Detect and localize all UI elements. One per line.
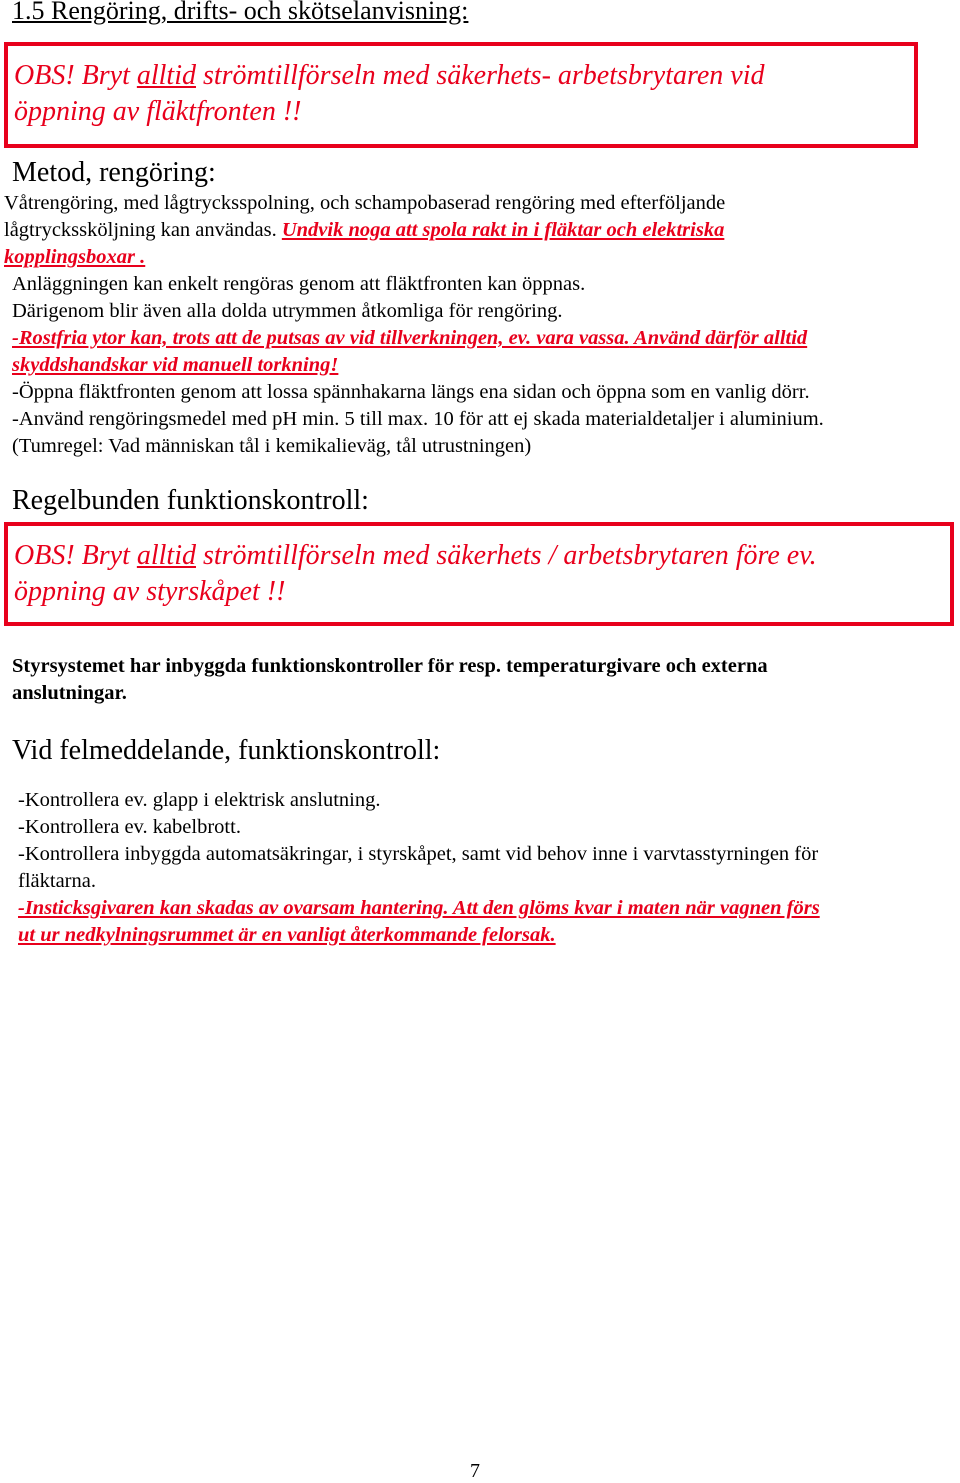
warning-text: strömtillförseln med säkerhets- arbetsbrytaren vid — [195, 60, 765, 91]
section-title-cleaning: Metod, rengöring: — [12, 157, 216, 188]
cleaning-warning-line — [12, 325, 807, 352]
control-text-line: Styrsystemet har inbyggda funktionskontroller för resp. temperaturgivare och externa — [12, 655, 768, 677]
cleaning-text-line: Därigenom blir även alla dolda utrymmen åtkomliga för rengöring. — [12, 300, 563, 322]
warning-line-2: öppning av fläktfronten !! — [14, 96, 302, 127]
warning-emphasis: alltid — [136, 60, 196, 91]
warning-line-1 — [14, 538, 817, 574]
section-title-fault: Vid felmeddelande, funktionskontroll: — [12, 735, 441, 766]
warning-box-fan-front — [4, 42, 918, 148]
cleaning-text-line — [4, 217, 724, 244]
cleaning-text-line: Anläggningen kan enkelt rengöras genom att fläktfronten kan öppnas. — [12, 273, 586, 295]
warning-text: OBS! Bryt — [14, 540, 137, 571]
cleaning-text-line: -Använd rengöringsmedel med pH min. 5 till max. 10 för att ej skada materialdetaljer i aluminium. — [12, 408, 824, 430]
cleaning-warning-text: -Rostfria ytor kan, trots att de putsas av vid tillverkningen, ev. vara vassa. — [12, 327, 630, 349]
fault-text-line: -Kontrollera inbyggda automatsäkringar, i styrskåpet, samt vid behov inne i varvtasstyrningen för — [18, 843, 819, 865]
page-number: 7 — [470, 1460, 480, 1482]
warning-emphasis: alltid — [136, 540, 196, 571]
section-title-control: Regelbunden funktionskontroll: — [12, 485, 369, 516]
warning-text: OBS! Bryt — [14, 60, 137, 91]
cleaning-warning-text: kopplingsboxar . — [4, 246, 146, 268]
cleaning-warning-text: Använd därför alltid — [629, 327, 808, 349]
page-heading: 1.5 Rengöring, drifts- och skötselanvisning: — [12, 0, 469, 25]
fault-warning-text: ut ur nedkylningsrummet är en vanligt återkommande felorsak. — [18, 924, 556, 946]
fault-warning-text: -Insticksgivaren kan skadas av ovarsam hantering. Att den glöms kvar i maten när vagnen förs — [18, 897, 820, 919]
fault-text-line: fläktarna. — [18, 870, 96, 892]
cleaning-text-line: (Tumregel: Vad människan tål i kemikalieväg, tål utrustningen) — [12, 435, 532, 457]
fault-text-line: -Kontrollera ev. kabelbrott. — [18, 816, 241, 838]
warning-text: strömtillförseln med säkerhets / arbetsbrytaren före ev. — [195, 540, 817, 571]
cleaning-warning-text: skyddshandskar vid manuell torkning! — [12, 354, 339, 376]
cleaning-text: lågtryckssköljning kan användas. — [4, 219, 282, 241]
cleaning-text-line: -Öppna fläktfronten genom att lossa spännhakarna längs ena sidan och öppna som en vanlig dörr. — [12, 381, 810, 403]
warning-line-1 — [14, 58, 765, 94]
control-text-line: anslutningar. — [12, 682, 127, 704]
warning-box-control-cabinet — [4, 522, 954, 626]
warning-line-2: öppning av styrskåpet !! — [14, 576, 286, 607]
cleaning-text-line: Våtrengöring, med lågtrycksspolning, och schampobaserad rengöring med efterföljande — [4, 192, 726, 214]
fault-text-line: -Kontrollera ev. glapp i elektrisk anslutning. — [18, 789, 381, 811]
cleaning-warning-text: Undvik noga att spola rakt in i fläktar och elektriska — [281, 219, 725, 241]
